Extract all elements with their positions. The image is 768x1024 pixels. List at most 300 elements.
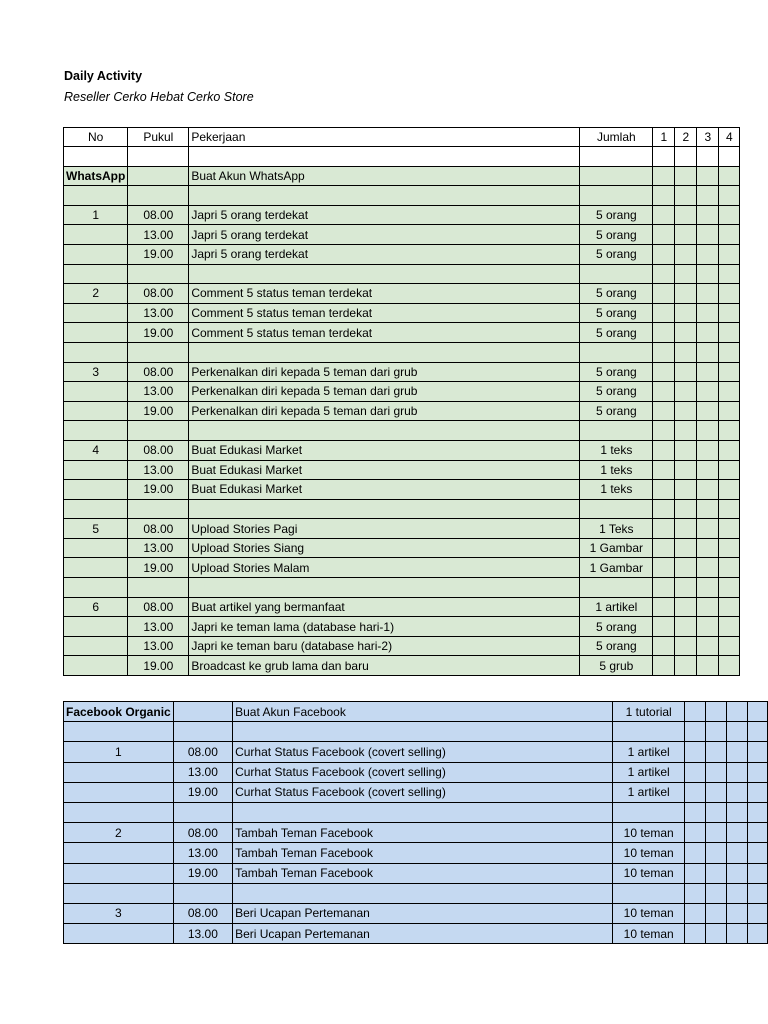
checkbox-cell-day-4[interactable] (719, 205, 740, 225)
table-row (64, 147, 740, 167)
cell-jumlah (613, 722, 685, 742)
checkbox-cell-day-1[interactable] (653, 421, 675, 441)
checkbox-cell-day-3[interactable] (727, 722, 748, 742)
checkbox-cell-day-3[interactable] (697, 480, 719, 500)
checkbox-cell-day-2[interactable] (706, 782, 727, 802)
cell-jumlah (613, 802, 685, 822)
cell-no (64, 342, 128, 362)
checkbox-cell-day-4[interactable] (747, 823, 767, 843)
checkbox-cell-day-3[interactable] (697, 362, 719, 382)
table-row (64, 597, 740, 617)
cell-no: 6 (64, 597, 128, 617)
checkbox-cell-day-3[interactable] (697, 342, 719, 362)
cell-no (64, 843, 174, 863)
table-row (64, 863, 768, 883)
checkbox-cell-day-2[interactable] (675, 186, 697, 206)
section-header-row (64, 166, 740, 186)
checkbox-cell-day-4[interactable] (719, 284, 740, 304)
cell-pukul: 08.00 (128, 597, 189, 617)
cell-jumlah: 5 grub (580, 656, 653, 676)
checkbox-cell-day-1[interactable] (653, 597, 675, 617)
cell-no: 4 (64, 440, 128, 460)
cell-pekerjaan: Japri ke teman baru (database hari-2) (189, 636, 580, 656)
cell-jumlah: 1 tutorial (613, 702, 685, 722)
cell-jumlah: 5 orang (580, 362, 653, 382)
table-row (64, 782, 768, 802)
checkbox-cell-day-3[interactable] (697, 617, 719, 637)
cell-no (64, 499, 128, 519)
cell-pekerjaan: Buat Akun WhatsApp (189, 166, 580, 186)
checkbox-cell-day-1[interactable] (685, 802, 706, 822)
table-row (64, 401, 740, 421)
document-title: Daily Activity (64, 69, 143, 83)
checkbox-cell-day-1[interactable] (685, 863, 706, 883)
cell-pukul: 13.00 (173, 924, 232, 944)
cell-jumlah: 10 teman (613, 863, 685, 883)
cell-no (64, 186, 128, 206)
checkbox-cell-day-3[interactable] (727, 863, 748, 883)
cell-no (64, 782, 174, 802)
cell-pukul (128, 421, 189, 441)
cell-jumlah: 5 orang (580, 244, 653, 264)
checkbox-cell-day-1[interactable] (653, 147, 675, 167)
checkbox-cell-day-2[interactable] (706, 903, 727, 923)
cell-pukul: 08.00 (128, 519, 189, 539)
cell-pukul (173, 702, 232, 722)
checkbox-cell-day-4[interactable] (747, 722, 767, 742)
checkbox-cell-day-2[interactable] (675, 558, 697, 578)
cell-pukul: 13.00 (128, 538, 189, 558)
checkbox-cell-day-2[interactable] (675, 284, 697, 304)
cell-no (64, 722, 174, 742)
cell-pukul (128, 578, 189, 598)
checkbox-cell-day-1[interactable] (653, 284, 675, 304)
header-day-2: 2 (675, 128, 697, 147)
checkbox-cell-day-3[interactable] (727, 843, 748, 863)
checkbox-cell-day-3[interactable] (697, 636, 719, 656)
checkbox-cell-day-1[interactable] (685, 702, 706, 722)
checkbox-cell-day-2[interactable] (675, 597, 697, 617)
checkbox-cell-day-4[interactable] (719, 225, 740, 245)
cell-no (64, 147, 128, 167)
document-subtitle: Reseller Cerko Hebat Cerko Store (64, 90, 254, 104)
checkbox-cell-day-2[interactable] (706, 742, 727, 762)
checkbox-cell-day-2[interactable] (706, 762, 727, 782)
checkbox-cell-day-4[interactable] (747, 802, 767, 822)
checkbox-cell-day-2[interactable] (675, 421, 697, 441)
cell-no (64, 924, 174, 944)
checkbox-cell-day-1[interactable] (653, 303, 675, 323)
cell-no (64, 421, 128, 441)
checkbox-cell-day-4[interactable] (719, 147, 740, 167)
cell-pekerjaan: Buat Edukasi Market (189, 440, 580, 460)
checkbox-cell-day-2[interactable] (675, 617, 697, 637)
checkbox-cell-day-1[interactable] (653, 244, 675, 264)
cell-jumlah: 5 orang (580, 401, 653, 421)
checkbox-cell-day-4[interactable] (747, 924, 767, 944)
checkbox-cell-day-1[interactable] (653, 656, 675, 676)
checkbox-cell-day-2[interactable] (706, 883, 727, 903)
cell-pukul: 19.00 (128, 244, 189, 264)
cell-jumlah (580, 578, 653, 598)
header-day-4: 4 (719, 128, 740, 147)
table-row (64, 742, 768, 762)
cell-pukul (128, 342, 189, 362)
checkbox-cell-day-1[interactable] (653, 499, 675, 519)
cell-jumlah (580, 342, 653, 362)
checkbox-cell-day-1[interactable] (653, 342, 675, 362)
checkbox-cell-day-1[interactable] (685, 823, 706, 843)
cell-pukul (128, 166, 189, 186)
checkbox-cell-day-1[interactable] (653, 636, 675, 656)
checkbox-cell-day-3[interactable] (697, 303, 719, 323)
checkbox-cell-day-1[interactable] (653, 264, 675, 284)
checkbox-cell-day-1[interactable] (653, 362, 675, 382)
checkbox-cell-day-3[interactable] (727, 924, 748, 944)
checkbox-cell-day-3[interactable] (727, 702, 748, 722)
cell-pekerjaan: Upload Stories Siang (189, 538, 580, 558)
section-header-row (64, 702, 768, 722)
checkbox-cell-day-2[interactable] (675, 225, 697, 245)
checkbox-cell-day-2[interactable] (706, 823, 727, 843)
table-row (64, 499, 740, 519)
checkbox-cell-day-3[interactable] (697, 558, 719, 578)
cell-no (64, 802, 174, 822)
checkbox-cell-day-1[interactable] (685, 782, 706, 802)
cell-pekerjaan: Buat Edukasi Market (189, 480, 580, 500)
checkbox-cell-day-1[interactable] (685, 903, 706, 923)
cell-jumlah: 1 Gambar (580, 538, 653, 558)
checkbox-cell-day-4[interactable] (719, 264, 740, 284)
checkbox-cell-day-4[interactable] (719, 323, 740, 343)
cell-pukul: 08.00 (128, 284, 189, 304)
cell-pekerjaan: Perkenalkan diri kepada 5 teman dari grub (189, 382, 580, 402)
checkbox-cell-day-2[interactable] (675, 303, 697, 323)
cell-jumlah: 10 teman (613, 903, 685, 923)
cell-pekerjaan: Tambah Teman Facebook (233, 843, 613, 863)
checkbox-cell-day-2[interactable] (706, 722, 727, 742)
table-row (64, 538, 740, 558)
checkbox-cell-day-4[interactable] (719, 421, 740, 441)
checkbox-cell-day-2[interactable] (675, 460, 697, 480)
cell-pekerjaan: Japri 5 orang terdekat (189, 225, 580, 245)
checkbox-cell-day-4[interactable] (719, 597, 740, 617)
checkbox-cell-day-2[interactable] (675, 519, 697, 539)
checkbox-cell-day-4[interactable] (719, 460, 740, 480)
checkbox-cell-day-2[interactable] (675, 147, 697, 167)
cell-pekerjaan: Comment 5 status teman terdekat (189, 303, 580, 323)
table-row (64, 303, 740, 323)
cell-pukul: 08.00 (173, 903, 232, 923)
checkbox-cell-day-3[interactable] (727, 742, 748, 762)
table-row (64, 883, 768, 903)
checkbox-cell-day-3[interactable] (727, 782, 748, 802)
cell-pukul: 13.00 (128, 636, 189, 656)
checkbox-cell-day-2[interactable] (675, 362, 697, 382)
checkbox-cell-day-3[interactable] (697, 323, 719, 343)
cell-jumlah: 1 artikel (580, 597, 653, 617)
checkbox-cell-day-3[interactable] (697, 656, 719, 676)
checkbox-cell-day-3[interactable] (697, 284, 719, 304)
checkbox-cell-day-3[interactable] (727, 823, 748, 843)
cell-pukul: 13.00 (128, 460, 189, 480)
checkbox-cell-day-4[interactable] (719, 617, 740, 637)
checkbox-cell-day-1[interactable] (653, 186, 675, 206)
checkbox-cell-day-4[interactable] (719, 186, 740, 206)
cell-pukul: 13.00 (128, 225, 189, 245)
checkbox-cell-day-4[interactable] (719, 342, 740, 362)
cell-jumlah (613, 883, 685, 903)
checkbox-cell-day-3[interactable] (697, 186, 719, 206)
cell-no (64, 558, 128, 578)
checkbox-cell-day-4[interactable] (719, 166, 740, 186)
cell-pekerjaan: Tambah Teman Facebook (233, 863, 613, 883)
checkbox-cell-day-2[interactable] (675, 578, 697, 598)
checkbox-cell-day-4[interactable] (719, 558, 740, 578)
cell-no: 3 (64, 362, 128, 382)
cell-no (64, 401, 128, 421)
checkbox-cell-day-4[interactable] (747, 843, 767, 863)
checkbox-cell-day-1[interactable] (653, 578, 675, 598)
cell-no (64, 225, 128, 245)
cell-pukul: 13.00 (173, 762, 232, 782)
table-row (64, 762, 768, 782)
cell-pekerjaan (189, 264, 580, 284)
checkbox-cell-day-4[interactable] (719, 578, 740, 598)
checkbox-cell-day-4[interactable] (747, 762, 767, 782)
cell-pukul (173, 802, 232, 822)
cell-no: Facebook Organic (64, 702, 174, 722)
checkbox-cell-day-2[interactable] (675, 401, 697, 421)
checkbox-cell-day-4[interactable] (719, 401, 740, 421)
table-row (64, 617, 740, 637)
checkbox-cell-day-2[interactable] (675, 440, 697, 460)
cell-pekerjaan: Japri 5 orang terdekat (189, 205, 580, 225)
cell-jumlah: 5 orang (580, 617, 653, 637)
checkbox-cell-day-3[interactable] (697, 401, 719, 421)
cell-pukul: 13.00 (128, 382, 189, 402)
cell-pukul (173, 722, 232, 742)
table-row (64, 421, 740, 441)
cell-jumlah: 1 teks (580, 440, 653, 460)
checkbox-cell-day-1[interactable] (653, 401, 675, 421)
cell-no (64, 382, 128, 402)
checkbox-cell-day-3[interactable] (727, 802, 748, 822)
checkbox-cell-day-1[interactable] (653, 460, 675, 480)
table-row (64, 186, 740, 206)
checkbox-cell-day-2[interactable] (675, 264, 697, 284)
cell-no (64, 460, 128, 480)
cell-pekerjaan (233, 802, 613, 822)
header-no: No (64, 128, 128, 147)
checkbox-cell-day-2[interactable] (706, 843, 727, 863)
table-row (64, 924, 768, 944)
cell-jumlah: 5 orang (580, 225, 653, 245)
cell-pekerjaan: Tambah Teman Facebook (233, 823, 613, 843)
cell-no: 3 (64, 903, 174, 923)
checkbox-cell-day-4[interactable] (747, 742, 767, 762)
checkbox-cell-day-1[interactable] (653, 558, 675, 578)
checkbox-cell-day-4[interactable] (719, 499, 740, 519)
cell-no: 1 (64, 205, 128, 225)
cell-no: 1 (64, 742, 174, 762)
checkbox-cell-day-1[interactable] (685, 742, 706, 762)
cell-jumlah: 5 orang (580, 323, 653, 343)
checkbox-cell-day-2[interactable] (675, 636, 697, 656)
checkbox-cell-day-2[interactable] (675, 323, 697, 343)
checkbox-cell-day-3[interactable] (727, 883, 748, 903)
checkbox-cell-day-4[interactable] (719, 480, 740, 500)
checkbox-cell-day-1[interactable] (653, 382, 675, 402)
checkbox-cell-day-2[interactable] (706, 863, 727, 883)
cell-pukul: 19.00 (128, 323, 189, 343)
checkbox-cell-day-2[interactable] (675, 656, 697, 676)
checkbox-cell-day-1[interactable] (653, 538, 675, 558)
checkbox-cell-day-4[interactable] (747, 863, 767, 883)
checkbox-cell-day-4[interactable] (747, 782, 767, 802)
cell-pukul: 08.00 (128, 362, 189, 382)
checkbox-cell-day-2[interactable] (675, 538, 697, 558)
table-row (64, 382, 740, 402)
cell-jumlah: 5 orang (580, 382, 653, 402)
checkbox-cell-day-3[interactable] (697, 205, 719, 225)
checkbox-cell-day-4[interactable] (719, 440, 740, 460)
checkbox-cell-day-1[interactable] (653, 166, 675, 186)
checkbox-cell-day-3[interactable] (697, 440, 719, 460)
facebook-activity-table (63, 701, 768, 944)
checkbox-cell-day-1[interactable] (653, 225, 675, 245)
checkbox-cell-day-4[interactable] (747, 883, 767, 903)
checkbox-cell-day-1[interactable] (685, 762, 706, 782)
checkbox-cell-day-4[interactable] (719, 244, 740, 264)
checkbox-cell-day-1[interactable] (685, 924, 706, 944)
checkbox-cell-day-4[interactable] (719, 382, 740, 402)
checkbox-cell-day-1[interactable] (685, 843, 706, 863)
cell-no: 2 (64, 823, 174, 843)
checkbox-cell-day-3[interactable] (727, 903, 748, 923)
cell-jumlah: 1 Gambar (580, 558, 653, 578)
checkbox-cell-day-3[interactable] (697, 519, 719, 539)
cell-pekerjaan: Beri Ucapan Pertemanan (233, 924, 613, 944)
checkbox-cell-day-4[interactable] (719, 636, 740, 656)
cell-pekerjaan: Upload Stories Malam (189, 558, 580, 578)
cell-jumlah: 10 teman (613, 823, 685, 843)
table-header-row (64, 128, 740, 147)
checkbox-cell-day-4[interactable] (747, 903, 767, 923)
cell-no (64, 578, 128, 598)
cell-jumlah: 5 orang (580, 636, 653, 656)
checkbox-cell-day-3[interactable] (697, 578, 719, 598)
checkbox-cell-day-4[interactable] (747, 702, 767, 722)
checkbox-cell-day-3[interactable] (697, 264, 719, 284)
checkbox-cell-day-4[interactable] (719, 656, 740, 676)
cell-no (64, 303, 128, 323)
cell-jumlah: 10 teman (613, 843, 685, 863)
cell-pekerjaan (189, 186, 580, 206)
table-row (64, 722, 768, 742)
cell-pekerjaan: Buat Akun Facebook (233, 702, 613, 722)
checkbox-cell-day-3[interactable] (697, 166, 719, 186)
checkbox-cell-day-1[interactable] (653, 440, 675, 460)
checkbox-cell-day-4[interactable] (719, 303, 740, 323)
table-row (64, 558, 740, 578)
checkbox-cell-day-3[interactable] (697, 147, 719, 167)
header-pukul: Pukul (128, 128, 189, 147)
cell-jumlah: 1 artikel (613, 782, 685, 802)
checkbox-cell-day-4[interactable] (719, 538, 740, 558)
cell-pekerjaan: Buat Edukasi Market (189, 460, 580, 480)
checkbox-cell-day-3[interactable] (697, 421, 719, 441)
table-row (64, 519, 740, 539)
checkbox-cell-day-3[interactable] (697, 538, 719, 558)
checkbox-cell-day-3[interactable] (697, 460, 719, 480)
checkbox-cell-day-1[interactable] (653, 323, 675, 343)
checkbox-cell-day-1[interactable] (653, 480, 675, 500)
cell-pukul (128, 186, 189, 206)
checkbox-cell-day-3[interactable] (697, 499, 719, 519)
checkbox-cell-day-2[interactable] (675, 205, 697, 225)
checkbox-cell-day-3[interactable] (697, 382, 719, 402)
checkbox-cell-day-1[interactable] (653, 205, 675, 225)
cell-pekerjaan: Comment 5 status teman terdekat (189, 284, 580, 304)
table-row (64, 636, 740, 656)
checkbox-cell-day-3[interactable] (697, 597, 719, 617)
checkbox-cell-day-3[interactable] (697, 225, 719, 245)
cell-pukul (128, 499, 189, 519)
checkbox-cell-day-1[interactable] (653, 617, 675, 637)
cell-no: WhatsApp (64, 166, 128, 186)
cell-no (64, 617, 128, 637)
checkbox-cell-day-1[interactable] (685, 722, 706, 742)
checkbox-cell-day-2[interactable] (706, 702, 727, 722)
header-day-3: 3 (697, 128, 719, 147)
checkbox-cell-day-4[interactable] (719, 362, 740, 382)
cell-jumlah: 5 orang (580, 303, 653, 323)
checkbox-cell-day-3[interactable] (727, 762, 748, 782)
cell-pukul (128, 264, 189, 284)
cell-no: 5 (64, 519, 128, 539)
cell-pekerjaan: Perkenalkan diri kepada 5 teman dari grub (189, 362, 580, 382)
cell-pekerjaan (189, 421, 580, 441)
cell-pukul: 08.00 (173, 742, 232, 762)
checkbox-cell-day-1[interactable] (685, 883, 706, 903)
cell-pekerjaan (189, 147, 580, 167)
checkbox-cell-day-2[interactable] (675, 382, 697, 402)
checkbox-cell-day-4[interactable] (719, 519, 740, 539)
cell-pukul: 13.00 (173, 843, 232, 863)
checkbox-cell-day-2[interactable] (675, 499, 697, 519)
cell-no (64, 762, 174, 782)
checkbox-cell-day-1[interactable] (653, 519, 675, 539)
table-row (64, 656, 740, 676)
checkbox-cell-day-2[interactable] (675, 342, 697, 362)
checkbox-cell-day-2[interactable] (706, 924, 727, 944)
checkbox-cell-day-2[interactable] (675, 166, 697, 186)
cell-jumlah (580, 264, 653, 284)
table-row (64, 323, 740, 343)
cell-jumlah: 1 artikel (613, 742, 685, 762)
checkbox-cell-day-2[interactable] (675, 244, 697, 264)
checkbox-cell-day-2[interactable] (706, 802, 727, 822)
cell-pukul (173, 883, 232, 903)
cell-pukul (128, 147, 189, 167)
checkbox-cell-day-2[interactable] (675, 480, 697, 500)
cell-no (64, 244, 128, 264)
cell-no: 2 (64, 284, 128, 304)
checkbox-cell-day-3[interactable] (697, 244, 719, 264)
table-row (64, 284, 740, 304)
table-row (64, 578, 740, 598)
